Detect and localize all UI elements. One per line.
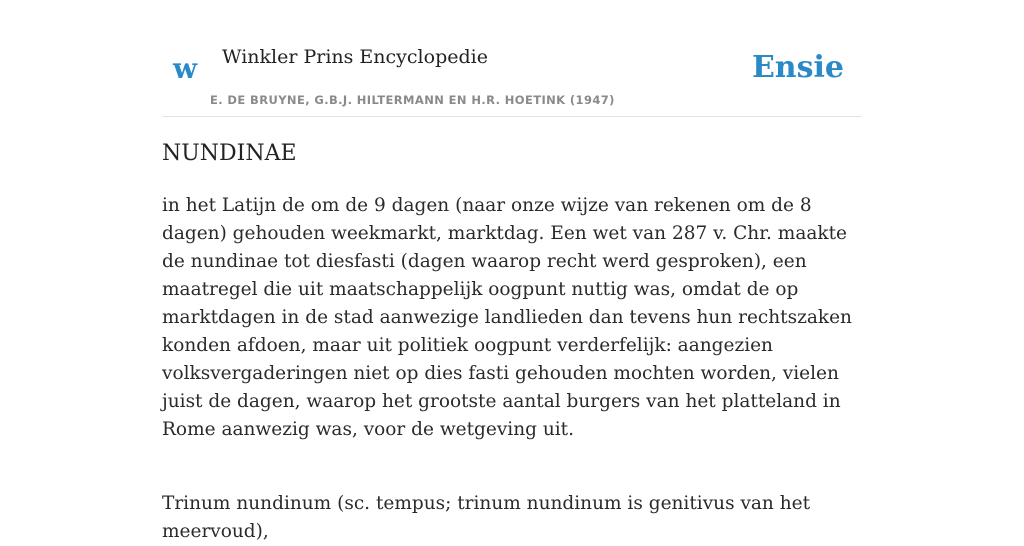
- article-paragraph: in het Latijn de om de 9 dagen (naar onze wijze van rekenen om de 8 dagen) gehouden weekmarkt, marktdag. Een wet van 287 v. Chr. maakte de nundinae tot diesfasti (dagen waarop recht werd gesproken), een maatregel die uit maatschappelijk oogpunt nuttig was, omdat de op marktdagen in de stad aanwezige landlieden dan tevens hun rechtszaken konden afdoen, maar uit politiek oogpunt verderfelijk: aangezien volksvergaderingen niet op dies fasti gehouden mochten worden, vielen juist de dagen, waarop het grootste aantal burgers van het platteland in Rome aanwezig was, voor de wetgeving uit.: [162, 195, 852, 440]
- work-authors: E. DE BRUYNE, G.B.J. HILTERMANN EN H.R. HOETINK (1947): [210, 93, 615, 107]
- site-header: [162, 0, 862, 117]
- work-title[interactable]: Winkler Prins Encyclopedie: [222, 46, 488, 68]
- article-paragraph: Trinum nundinum (sc. tempus; trinum nundinum is genitivus van het meervoud),: [162, 493, 811, 542]
- article-lemma: NUNDINAE: [162, 141, 297, 166]
- winkler-prins-logo[interactable]: w: [173, 52, 198, 85]
- ensie-brand-logo[interactable]: Ensie: [751, 50, 844, 85]
